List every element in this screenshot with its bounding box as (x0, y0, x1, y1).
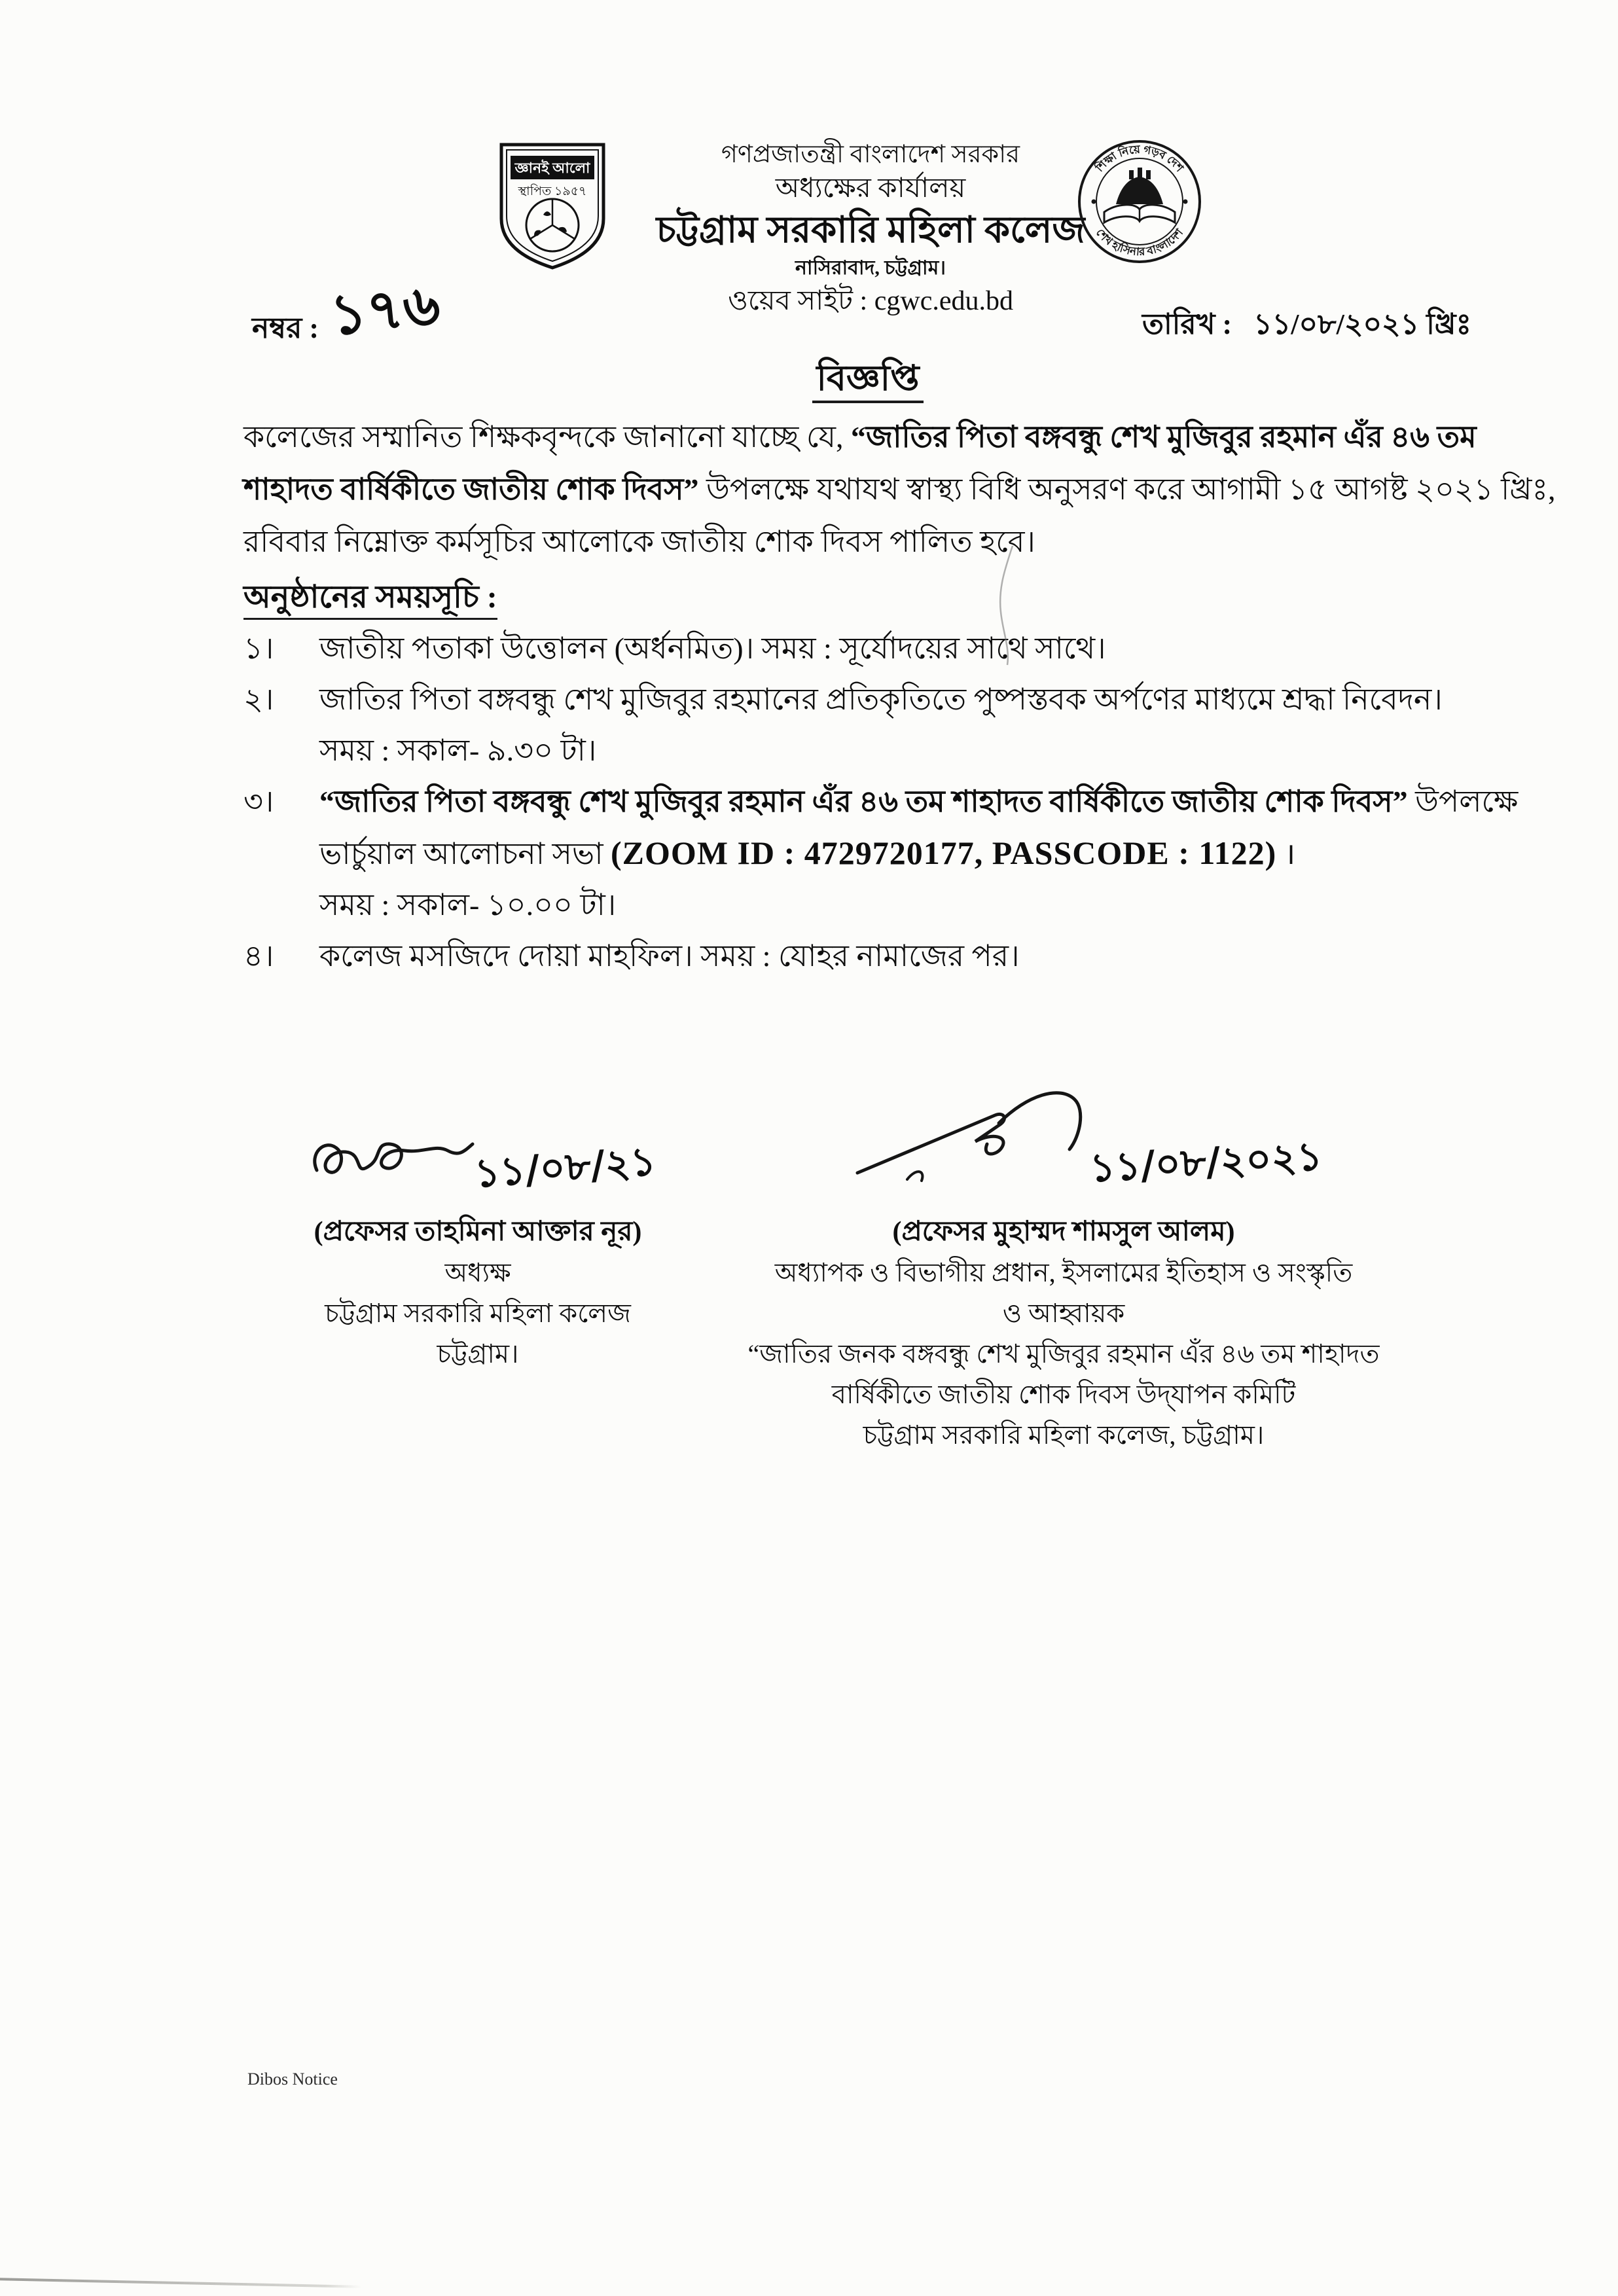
government-line: গণপ্রজাতন্ত্রী বাংলাদেশ সরকার (721, 141, 1020, 168)
principal-signature-date: ১১/০৮/২১ (473, 1138, 658, 1197)
committee-line-1: “জাতির জনক বঙ্গবন্ধু শেখ মুজিবুর রহমান এঁর ৪৬ তম শাহাদত (747, 1339, 1380, 1369)
schedule-item-4 (243, 931, 1526, 982)
item-3-normal: উপলক্ষে (1407, 785, 1519, 818)
item-number: ৪। (243, 939, 274, 973)
memo-date (1142, 302, 1471, 350)
schedule-list (243, 623, 1526, 982)
footer-note: Dibos Notice (247, 2070, 338, 2089)
schedule-item-2-time: সময় : সকাল- ৯.৩০ টা। (319, 734, 597, 767)
notice-body (243, 411, 1556, 568)
body-line-2 (243, 463, 1556, 516)
committee-line-2: বার্ষিকীতে জাতীয় শোক দিবস উদ্‌যাপন কমিটি (831, 1380, 1296, 1409)
notice-title: বিজ্ঞপ্তি (812, 359, 923, 403)
principal-place: চট্টগ্রাম। (437, 1339, 519, 1369)
convener-role: ও আহ্বায়ক (1002, 1299, 1125, 1328)
website-line: ওয়েব সাইট : cgwc.edu.bd (728, 286, 1013, 316)
body-line-1 (243, 411, 1513, 463)
item-text: জাতির পিতা বঙ্গবন্ধু শেখ মুজিবুর রহমানের প্রতিকৃতিতে পুষ্পস্তবক অর্পণের মাধ্যমে শ্রদ্ধা নিবেদন। (319, 683, 1443, 716)
letterhead (589, 139, 1152, 319)
office-line: অধ্যক্ষের কার্যালয় (775, 173, 966, 204)
education-slogan-logo (1077, 139, 1202, 264)
memo-number-label: নম্বর : (252, 312, 319, 344)
zoom-credentials: (ZOOM ID : 4729720177, PASSCODE : 1122) (611, 834, 1277, 871)
item-number: ১। (243, 632, 274, 665)
signature-block-principal (275, 1113, 681, 1374)
item-number: ৩। (243, 785, 274, 818)
logo-bottom-arc-text: শেখ হাসিনার বাংলাদেশ (1093, 226, 1186, 259)
memo-date-label: তারিখ : (1142, 308, 1232, 340)
schedule-item-2 (243, 674, 1526, 725)
principal-name: (প্রফেসর তাহমিনা আক্তার নূর) (314, 1217, 642, 1247)
schedule-heading: অনুষ্ঠানের সময়সূচি : (243, 580, 497, 620)
seal-motto-text: জ্ঞানই আলো (514, 160, 590, 176)
virtual-meeting-text: ভার্চুয়াল আলোচনা সভা (319, 837, 611, 870)
seal-established-text: স্থাপিত ১৯৫৭ (518, 185, 587, 198)
pen-scan-artifact (979, 543, 1031, 668)
scanner-edge-artifact (0, 2278, 361, 2288)
schedule-item-3 (243, 776, 1526, 827)
body-line-1-bold: “জাতির পিতা বঙ্গবন্ধু শেখ মুজিবুর রহমান এঁর ৪৬ তম (851, 420, 1477, 454)
college-name: চট্টগ্রাম সরকারি মহিলা কলেজ (656, 210, 1085, 251)
item-3-bold: “জাতির পিতা বঙ্গবন্ধু শেখ মুজিবুর রহমান এঁর ৪৬ তম শাহাদত বার্ষিকীতে জাতীয় শোক দিবস” (319, 785, 1408, 818)
notice-title-row (243, 351, 1492, 410)
body-line-2-bold: শাহাদত বার্ষিকীতে জাতীয় শোক দিবস” (243, 473, 699, 506)
principal-designation: অধ্যক্ষ (444, 1258, 511, 1287)
principal-signature-scribble (308, 1124, 478, 1196)
convener-name: (প্রফেসর মুহাম্মদ শামসুল আলম) (892, 1217, 1235, 1247)
convener-signature-date: ১১/০৮/২০২১ (1088, 1133, 1324, 1192)
body-line-1-normal: কলেজের সম্মানিত শিক্ষকবৃন্দকে জানানো যাচ্ছে যে, (243, 420, 852, 454)
logo-top-arc-text: শিক্ষা নিয়ে গড়ব দেশ (1093, 143, 1186, 175)
convener-signature-scribble (844, 1081, 1119, 1193)
item-text (319, 776, 1518, 827)
signature-block-convener (733, 1081, 1394, 1456)
schedule-item-1 (243, 623, 1526, 674)
logo-silhouette (1116, 177, 1163, 204)
item-text: কলেজ মসজিদে দোয়া মাহফিল। সময় : যোহর নামাজের পর। (319, 939, 1020, 973)
college-address: নাসিরাবাদ, চট্টগ্রাম। (795, 257, 946, 279)
zoom-line-end: । (1276, 837, 1296, 870)
convener-designation: অধ্যাপক ও বিভাগীয় প্রধান, ইসলামের ইতিহাস ও সংস্কৃতি (774, 1258, 1353, 1287)
memo-date-value: ১১/০৮/২০২১ খ্রিঃ (1253, 308, 1471, 340)
item-number: ২। (243, 683, 274, 716)
education-slogan-logo-graphic (1077, 139, 1202, 264)
schedule-item-3-time: সময় : সকাল- ১০.০০ টা। (319, 888, 617, 922)
convener-signature (733, 1081, 1394, 1211)
body-line-3: রবিবার নিম্নোক্ত কর্মসূচির আলোকে জাতীয় শোক দিবস পালিত হবে। (243, 525, 1035, 558)
memo-number-handwritten: ১৭৬ (327, 271, 443, 349)
principal-signature (275, 1113, 681, 1211)
schedule-item-3-zoom-line (319, 827, 1526, 880)
committee-line-3: চট্টগ্রাম সরকারি মহিলা কলেজ, চট্টগ্রাম। (863, 1420, 1265, 1450)
item-text: জাতীয় পতাকা উত্তোলন (অর্ধনমিত)। সময় : সূর্যোদয়ের সাথে সাথে। (319, 632, 1106, 665)
body-line-2-normal: উপলক্ষে যথাযথ স্বাস্থ্য বিধি অনুসরণ করে আগামী ১৫ আগষ্ট ২০২১ খ্রিঃ, (698, 473, 1556, 506)
principal-org: চট্টগ্রাম সরকারি মহিলা কলেজ (325, 1299, 631, 1328)
schedule-heading-row (243, 573, 497, 625)
